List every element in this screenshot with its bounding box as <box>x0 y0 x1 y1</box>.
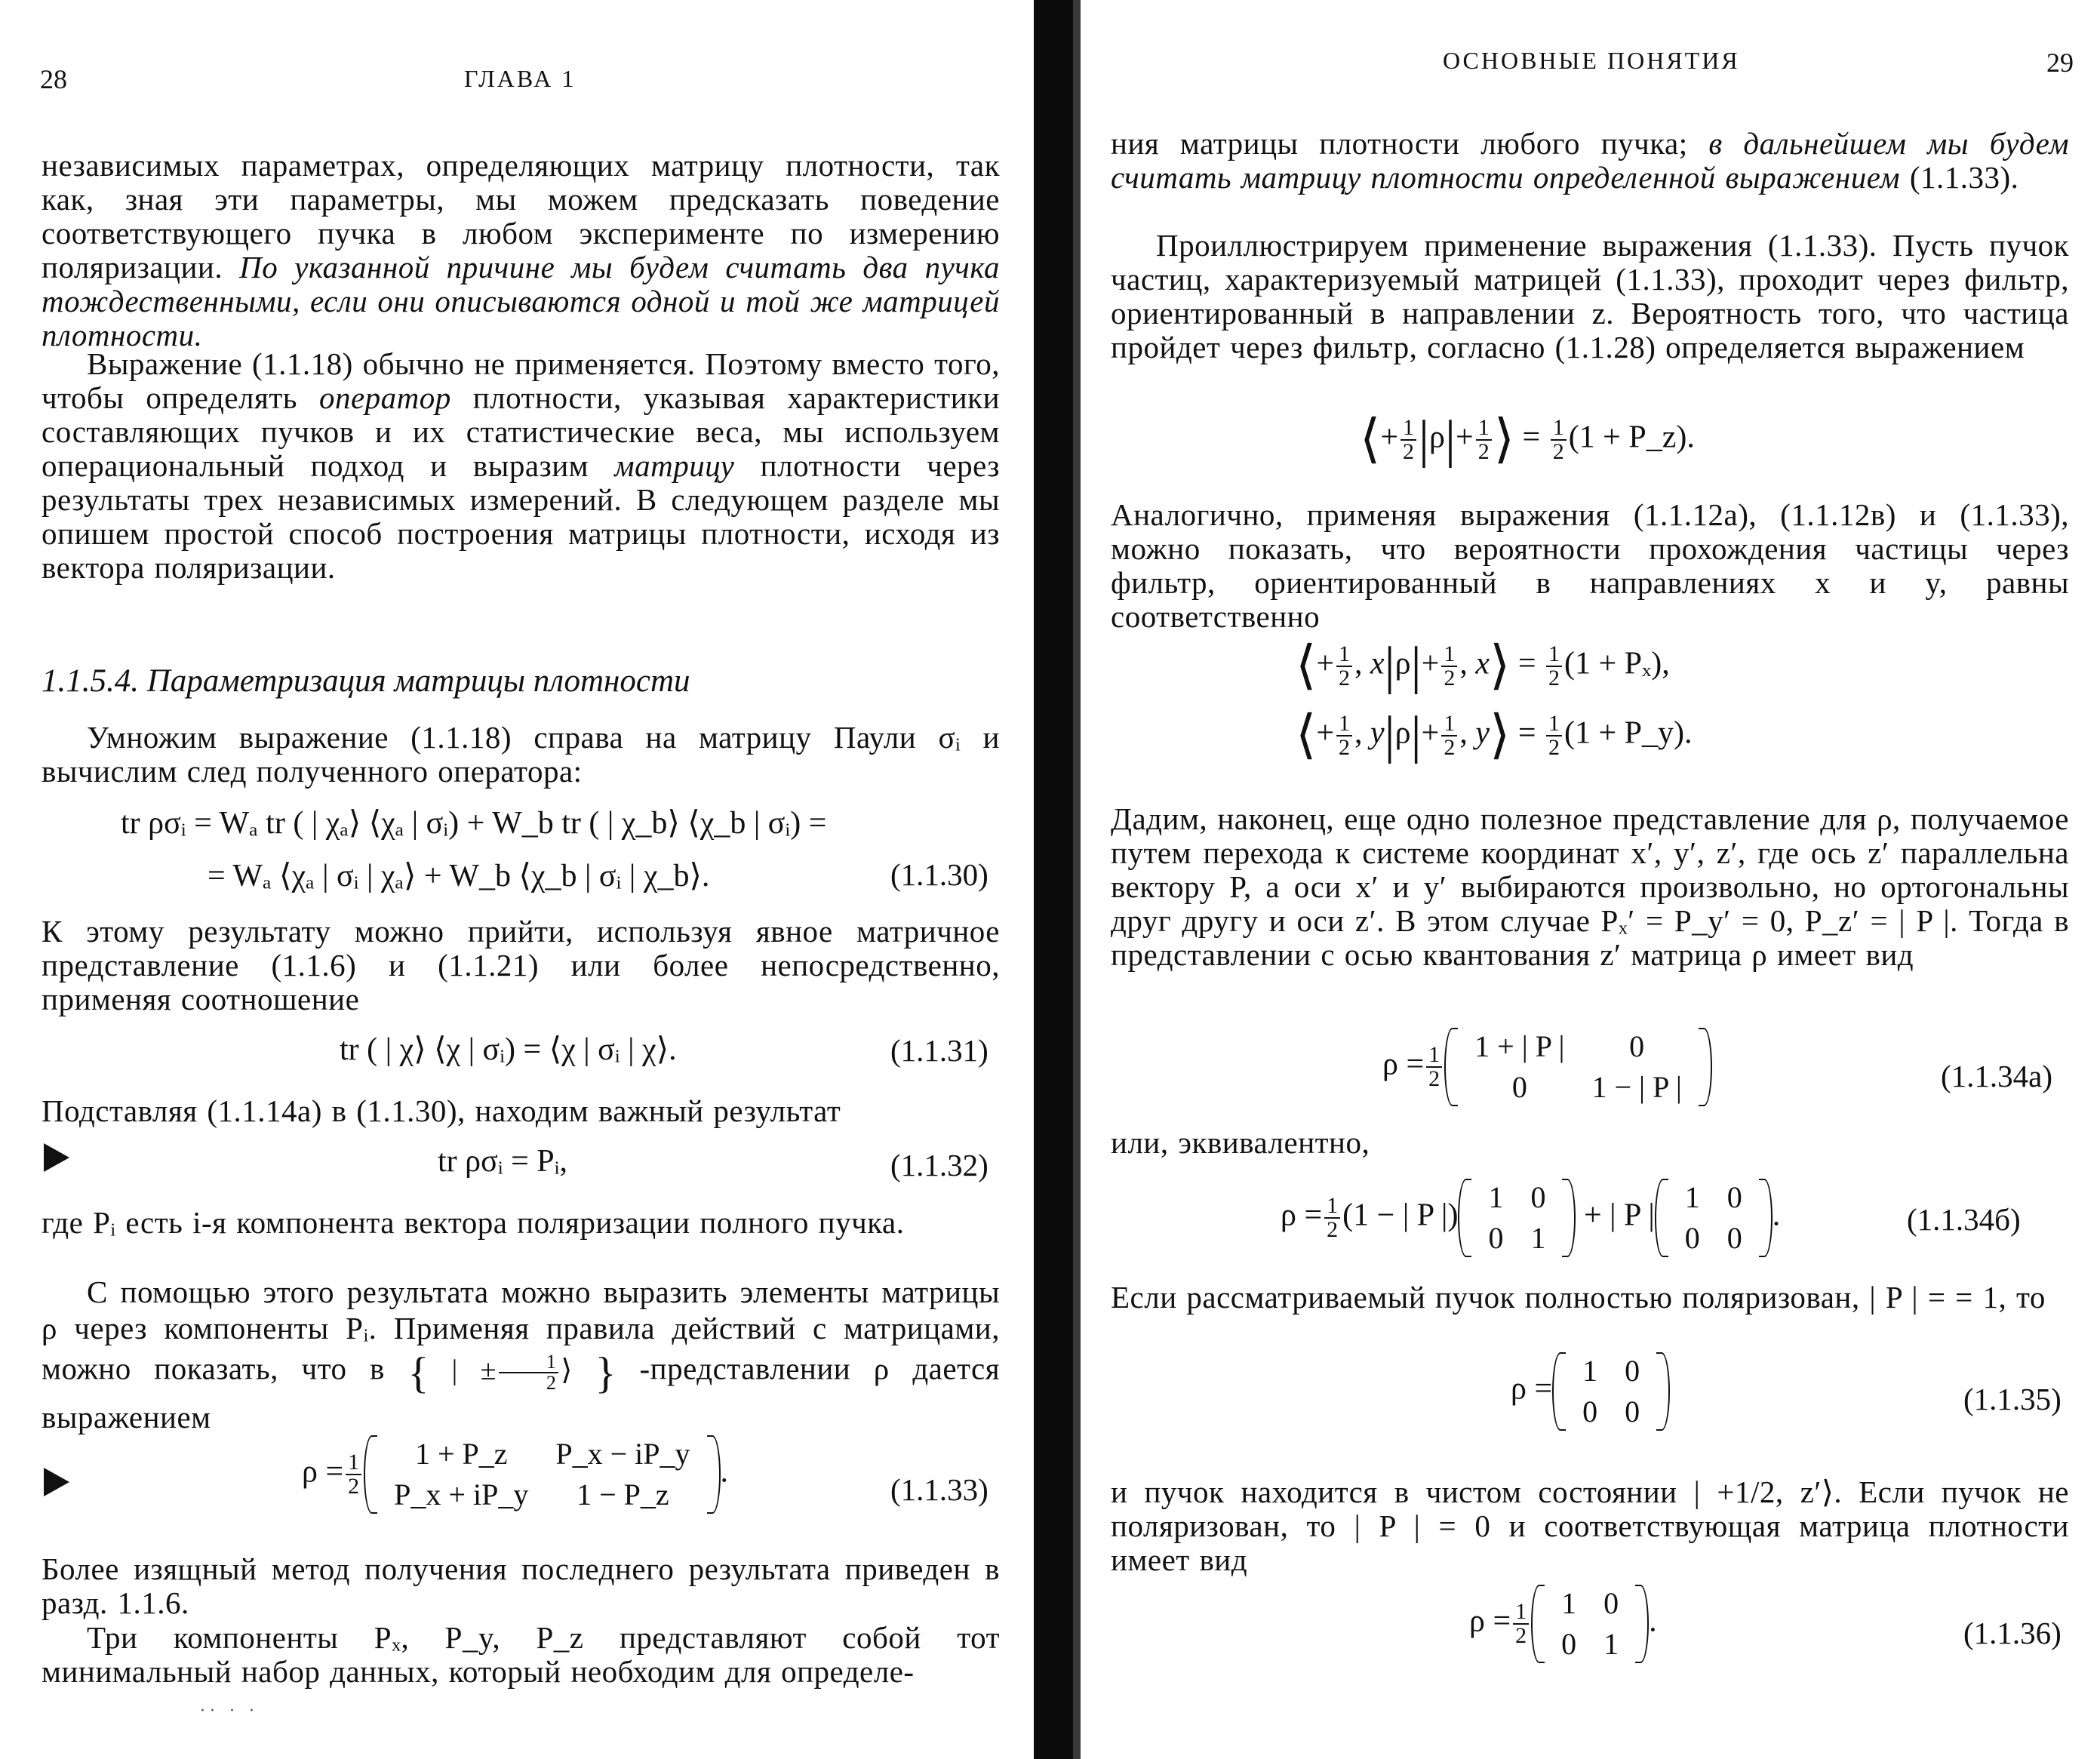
matrix-1135: 1 0 0 0 <box>1552 1351 1670 1432</box>
left-paragraph-9: Три компоненты Pₓ, P_y, P_z представляют собой тот минимальный набор данных, который необходим для определе- <box>42 1620 1000 1689</box>
right-paragraph-4: Дадим, наконец, еще одно полезное представление для ρ, получаемое путем перехода к системе координат x′, y′, z′, где ось z′ параллельна вектору P, а оси x′ и y′ выбираются произвольно, но ортогональны друг другу и оси z′. В этом случае Pₓ′ = P_y′ = 0, P_z′ = | P |. Тогда в представлении с осью квантования z′ матрица ρ имеет вид <box>1111 801 2069 972</box>
left-paragraph-7: С помощью этого результата можно выразить элементы матрицы ρ через компоненты Pᵢ. Применяя правила действий с матрицами, можно показать, что в { | ± $\frac{1}{2}$ ⟩ } -представлении ρ дается выражением <box>42 1275 1001 1435</box>
left-paragraph-1: независимых параметрах, определяющих матрицу плотности, так как, зная эти параметры, мы можем предсказать поведение соответствующего пучка в любом эксперименте по измерению поляризации. По указанной причине мы будем считать два пучка тождественными, если они описываются одной и той же матрицей плотности. <box>42 148 1000 352</box>
equation-1131: tr ( | χ⟩ ⟨χ | σᵢ) = ⟨χ | σᵢ | χ⟩. <box>340 1032 677 1067</box>
or-equivalently: или, эквивалентно, <box>1111 1125 1370 1160</box>
page-number-left: 28 <box>40 64 67 94</box>
equation-probability-y: ⟨+ $\frac{1}{2}$ , y|ρ|+ $\frac{1}{2}$ , y⟩ = $\frac{1}{2}$ (1 + P_y). <box>1296 706 1693 764</box>
equation-probability-x: ⟨+ $\frac{1}{2}$ , x|ρ|+ $\frac{1}{2}$ , x⟩ = $\frac{1}{2}$ (1 + Pₓ), <box>1296 637 1670 695</box>
right-paragraph-1: ния матрицы плотности любого пучка; в дальнейшем мы будем считать матрицу плотности определенной выражением (1.1.33). <box>1111 126 2070 195</box>
equation-1136: ρ = $\frac{1}{2}$ 1 0 0 1 . <box>1469 1583 1657 1665</box>
book-gutter <box>1034 0 1081 1759</box>
left-paragraph-5: Подставляя (1.1.14а) в (1.1.30), находим важный результат <box>42 1093 841 1128</box>
running-head-left: ГЛАВА 1 <box>464 65 577 92</box>
running-head-right: ОСНОВНЫЕ ПОНЯТИЯ <box>1443 47 1740 74</box>
equation-number-1134a: (1.1.34а) <box>1941 1059 2053 1093</box>
important-result-marker <box>44 1143 69 1172</box>
equation-number-1131: (1.1.31) <box>890 1033 989 1068</box>
equation-1132: tr ρσᵢ = Pᵢ, <box>438 1144 568 1179</box>
equation-1135: ρ = 1 0 0 0 <box>1511 1351 1670 1432</box>
left-page <box>0 0 1034 1759</box>
right-paragraph-3: Аналогично, применяя выражения (1.1.12а), (1.1.12в) и (1.1.33), можно показать, что вероятности прохождения частицы через фильтр, ориентированный в направлениях x и y, равны соответственно <box>1111 497 2069 634</box>
equation-probability-z: ⟨+ $\frac{1}{2}$ |ρ|+ $\frac{1}{2}$ ⟩ = $\frac{1}{2}$ (1 + P_z). <box>1360 411 1695 469</box>
equation-number-1135: (1.1.35) <box>1963 1382 2062 1416</box>
right-paragraph-2: Проиллюстрируем применение выражения (1.1.33). Пусть пучок частиц, характеризуемый матрицей (1.1.33), проходит через фильтр, ориентированный в направлении z. Вероятность того, что частица пройдет через фильтр, согласно (1.1.28) определяется выражением <box>1111 228 2069 364</box>
important-result-marker-2 <box>44 1468 69 1496</box>
left-paragraph-6: где Pᵢ есть i-я компонента вектора поляризации полного пучка. <box>42 1205 905 1240</box>
equation-number-1132: (1.1.32) <box>890 1148 989 1182</box>
left-paragraph-3: Умножим выражение (1.1.18) справа на матрицу Паули σᵢ и вычислим след полученного оператора: <box>42 720 1000 789</box>
left-paragraph-2: Выражение (1.1.18) обычно не применяется. Поэтому вместо того, чтобы определять оператор плотности, указывая характеристики составляющих пучков и их статистические веса, мы используем операциональный подход и выразим матрицу плотности через результаты трех независимых измерений. В следующем разделе мы опишем простой способ построения матрицы плотности, исходя из вектора поляризации. <box>42 346 1001 585</box>
matrix-1134b-identity: 1 0 0 1 <box>1458 1177 1576 1259</box>
equation-1130-line1: tr ρσᵢ = Wₐ tr ( | χₐ⟩ ⟨χₐ | σᵢ) + W_b tr ( | χ_b⟩ ⟨χ_b | σᵢ) = <box>121 806 827 841</box>
equation-1130-line2: = Wₐ ⟨χₐ | σᵢ | χₐ⟩ + W_b ⟨χ_b | σᵢ | χ_b⟩. <box>208 859 710 893</box>
equation-1134b: ρ = $\frac{1}{2}$ (1 − | P |) 1 0 0 1 + | P | 1 0 0 0 . <box>1281 1177 1780 1259</box>
print-specks: ·· · · <box>200 1702 259 1721</box>
equation-1134a: ρ = $\frac{1}{2}$ 1 + | P | 0 0 1 − | P | <box>1382 1026 1712 1108</box>
right-page <box>1081 0 2100 1759</box>
section-heading: 1.1.5.4. Параметризация матрицы плотности <box>42 663 690 699</box>
matrix-1133: 1 + P_z P_x − iP_y P_x + iP_y 1 − P_z <box>364 1434 720 1515</box>
representation-symbol: { | ± $\frac{1}{2}$ ⟩ } <box>407 1348 616 1397</box>
equation-number-1136: (1.1.36) <box>1963 1616 2062 1650</box>
right-paragraph-5: Если рассматриваемый пучок полностью поляризован, | P | = = 1, то <box>1111 1280 2046 1315</box>
left-paragraph-8: Более изящный метод получения последнего результата приведен в разд. 1.1.6. <box>42 1551 1000 1620</box>
page-number-right: 29 <box>2046 48 2074 78</box>
equation-1133: ρ = $\frac{1}{2}$ 1 + P_z P_x − iP_y P_x + iP_y 1 − P_z . <box>302 1434 728 1515</box>
equation-number-1133: (1.1.33) <box>890 1472 989 1507</box>
right-paragraph-6: и пучок находится в чистом состоянии | +1/2, z′⟩. Если пучок не поляризован, то | P | = 0 и соответствующая матрица плотности имеет вид <box>1111 1475 2069 1577</box>
left-paragraph-4: К этому результату можно прийти, используя явное матричное представление (1.1.6) и (1.1.21) или более непосредственно, применяя соотношение <box>42 914 1000 1016</box>
equation-number-1134b: (1.1.34б) <box>1907 1202 2021 1237</box>
matrix-1136: 1 0 0 1 <box>1531 1583 1649 1665</box>
equation-number-1130: (1.1.30) <box>890 857 989 892</box>
matrix-1134a: 1 + | P | 0 0 1 − | P | <box>1444 1026 1712 1108</box>
matrix-1134b-projector: 1 0 0 0 <box>1655 1177 1773 1259</box>
